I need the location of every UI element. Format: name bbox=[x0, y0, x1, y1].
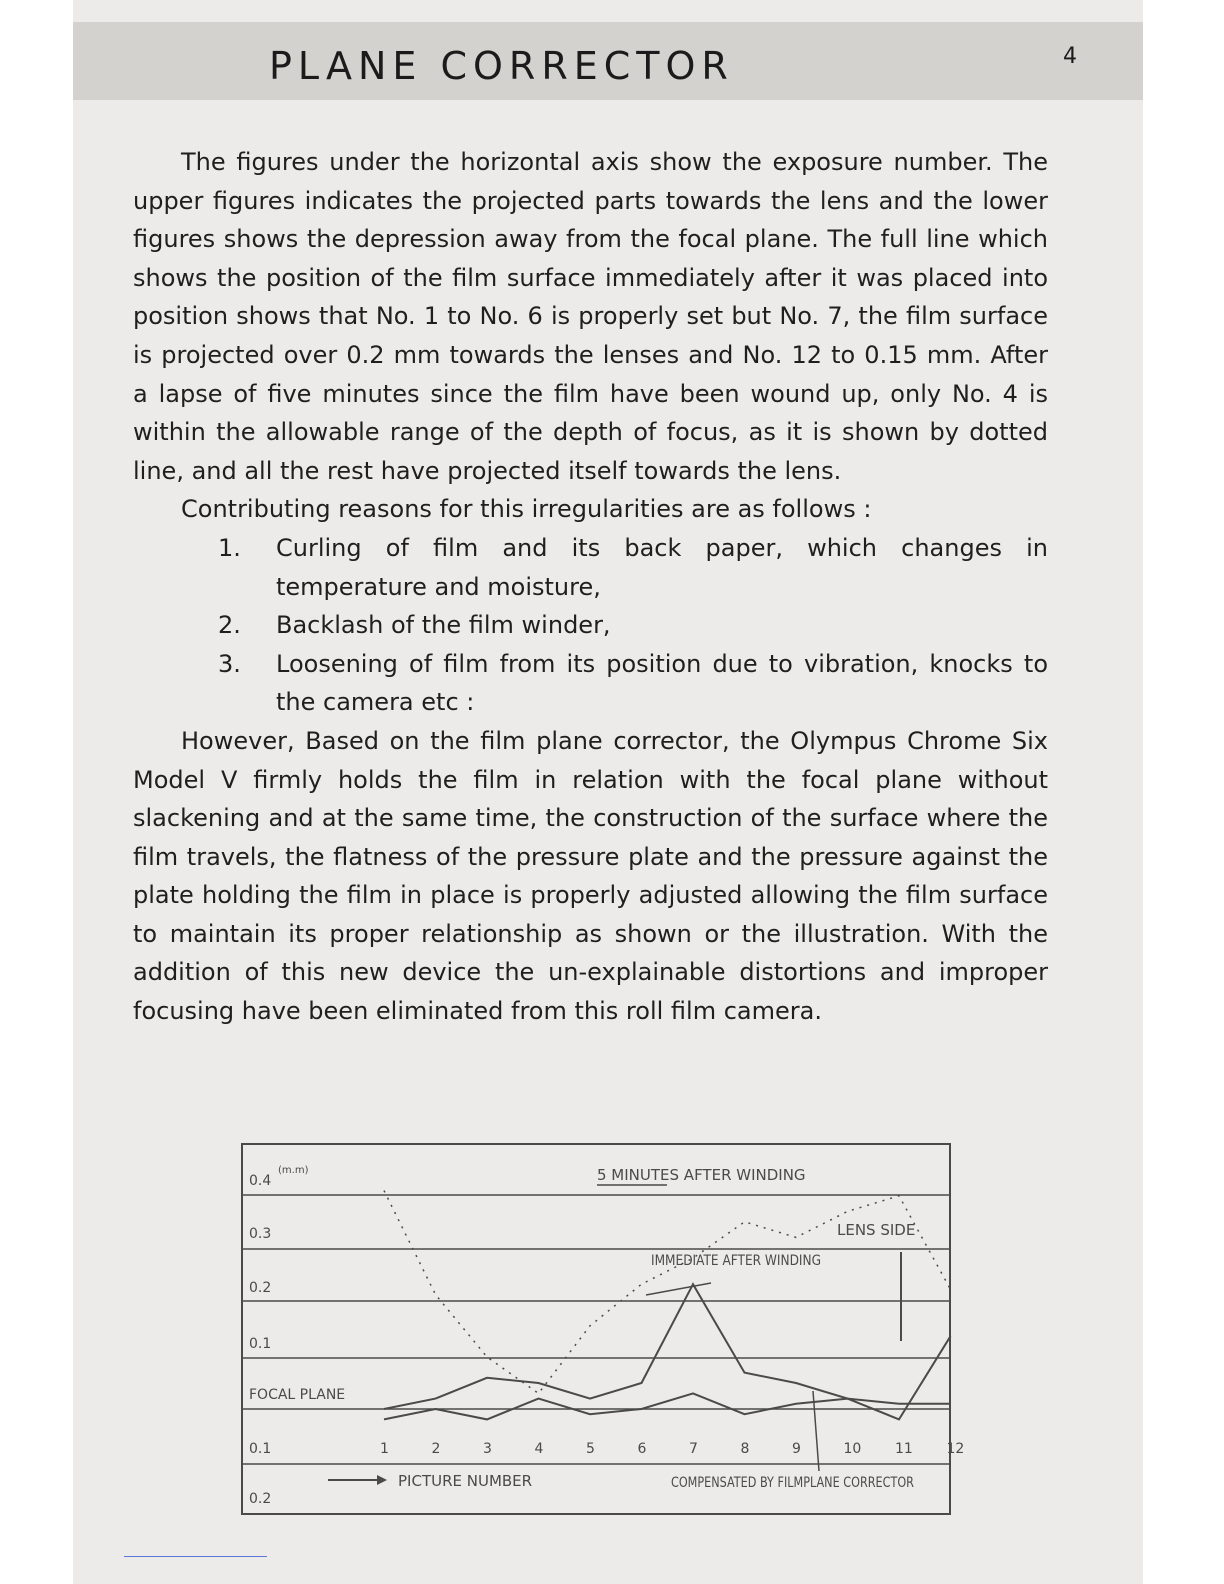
picture-number-label: PICTURE NUMBER bbox=[398, 1472, 533, 1490]
immediate-leader bbox=[646, 1283, 711, 1295]
x-tick-label: 12 bbox=[946, 1441, 965, 1457]
page-number: 4 bbox=[1063, 44, 1077, 69]
x-tick-label: 3 bbox=[483, 1441, 492, 1457]
x-tick-label: 5 bbox=[586, 1441, 595, 1457]
compensated-leader bbox=[813, 1391, 819, 1471]
x-tick-label: 7 bbox=[689, 1441, 698, 1457]
paragraph-3: However, Based on the film plane corrector, the Olympus Chrome Six Model V firmly holds the film in relation with the focal plane without slackening and at the same time, the construction of the surface where the film travels, the flatness of the pressure plate and the pressure against the plate holding the film in place is properly adjusted allowing the film surface to maintain its proper relationship as shown or the illustration. With the addition of this new device the un-explainable distortions and improper focusing have been eliminated from this roll film camera. bbox=[133, 726, 1048, 1026]
list-text: Loosening of film from its position due to vibration, knocks to the camera etc : bbox=[276, 649, 1048, 717]
row-label: 0.4 bbox=[249, 1173, 272, 1189]
list-text: Curling of film and its back paper, which changes in temperature and moisture, bbox=[276, 533, 1048, 601]
lens-side-label: LENS SIDE bbox=[837, 1221, 916, 1239]
compensated-label: COMPENSATED BY FILMPLANE CORRECTOR bbox=[671, 1475, 915, 1491]
page bbox=[73, 0, 1143, 1584]
list-item bbox=[133, 606, 1048, 645]
paragraph-1: The figures under the horizontal axis show the exposure number. The upper figures indicates the projected parts towards the lens and the lower figures shows the depression away from the focal plane. The full line which shows the position of the film surface immediately after it was placed into position shows that No. 1 to No. 6 is properly set but No. 7, the film surface is projected over 0.2 mm towards the lenses and No. 12 to 0.15 mm. After a lapse of five minutes since the film have been wound up, only No. 4 is within the allowable range of the depth of focus, as it is shown by dotted line, and all the rest have projected itself towards the lens. bbox=[133, 148, 1048, 485]
body-text bbox=[133, 143, 1048, 1031]
list-text: Backlash of the film winder, bbox=[276, 611, 611, 640]
x-tick-label: 4 bbox=[534, 1441, 544, 1457]
row-label: 0.2 bbox=[249, 1491, 272, 1507]
x-tick-label: 11 bbox=[895, 1441, 913, 1457]
list-item bbox=[133, 645, 1048, 722]
row-label: 0.2 bbox=[249, 1280, 272, 1296]
x-tick-label: 2 bbox=[431, 1441, 441, 1457]
row-label: 0.1 bbox=[249, 1336, 272, 1352]
paragraph-2: Contributing reasons for this irregularities are as follows : bbox=[181, 495, 872, 524]
x-tick-label: 9 bbox=[792, 1441, 801, 1457]
page-title: PLANE CORRECTOR bbox=[269, 44, 734, 88]
immediate-label: IMMEDIATE AFTER WINDING bbox=[651, 1253, 821, 1269]
list-number: 3. bbox=[218, 649, 241, 678]
five-minutes-label: 5 MINUTES AFTER WINDING bbox=[597, 1166, 806, 1184]
list-item bbox=[133, 529, 1048, 606]
graph-frame bbox=[242, 1144, 950, 1514]
row-label: 0.3 bbox=[249, 1226, 272, 1242]
arrow-head bbox=[377, 1475, 387, 1485]
focus-graph bbox=[241, 1143, 965, 1517]
row-label: FOCAL PLANE bbox=[249, 1387, 346, 1403]
list-number: 1. bbox=[218, 533, 241, 562]
focus-graph-svg bbox=[241, 1143, 965, 1517]
series-line bbox=[384, 1284, 951, 1419]
x-tick-label: 8 bbox=[740, 1441, 750, 1457]
x-tick-label: 1 bbox=[380, 1441, 389, 1457]
unit-label: (m.m) bbox=[278, 1165, 309, 1176]
row-label: 0.1 bbox=[249, 1441, 272, 1457]
x-tick-label: 6 bbox=[637, 1441, 647, 1457]
footer-link-line bbox=[124, 1556, 267, 1557]
list-number: 2. bbox=[218, 611, 241, 640]
x-tick-label: 10 bbox=[843, 1441, 862, 1457]
